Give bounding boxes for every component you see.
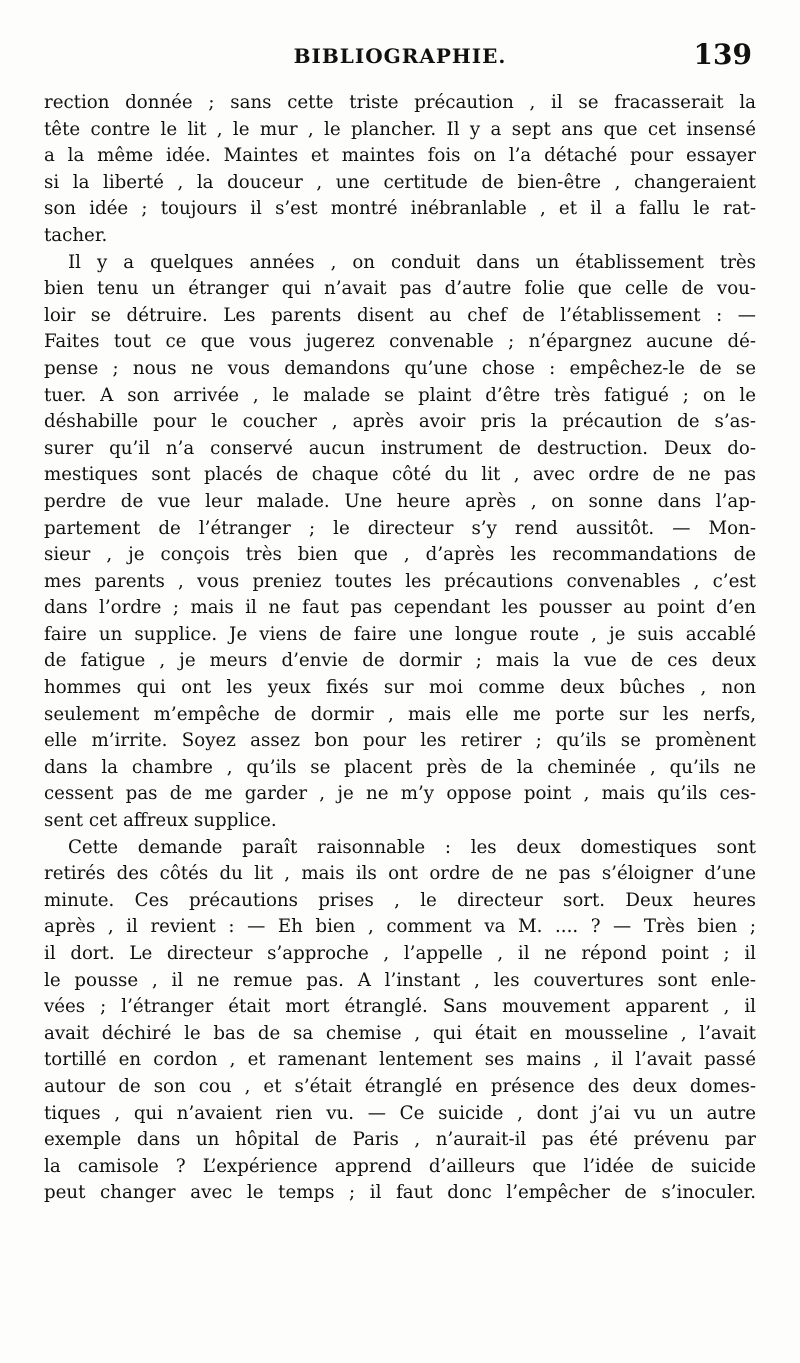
text-line: pense ; nous ne vous demandons qu’une chose : empêchez-le de se xyxy=(44,357,756,379)
text-line: avait déchiré le bas de sa chemise , qui était en mousseline , l’avait xyxy=(44,1022,756,1044)
text-line: bien tenu un étranger qui n’avait pas d’autre folie que celle de vou- xyxy=(44,278,756,300)
text-line: tacher. xyxy=(44,224,108,246)
paragraph xyxy=(44,90,756,250)
text-line: tortillé en cordon , et ramenant lentement ses mains , il l’avait passé xyxy=(44,1049,756,1071)
text-line: son idée ; toujours il s’est montré inébranlable , et il a fallu le rat- xyxy=(44,198,756,220)
text-line: de fatigue , je meurs d’envie de dormir ; mais la vue de ces deux xyxy=(44,650,756,672)
text-line: dans l’ordre ; mais il ne faut pas cependant les pousser au point d’en xyxy=(44,597,756,619)
text-line: sieur , je conçois très bien que , d’après les recommandations de xyxy=(44,544,756,566)
text-line: Cette demande paraît raisonnable : les deux domestiques sont xyxy=(68,836,756,858)
text-line: tête contre le lit , le mur , le plancher. Il y a sept ans que cet insensé xyxy=(44,118,756,140)
text-line: surer qu’il n’a conservé aucun instrument de destruction. Deux do- xyxy=(44,437,756,459)
text-line: après , il revient : — Eh bien , comment va M. .... ? — Très bien ; xyxy=(44,916,756,938)
page-number: 139 xyxy=(693,38,752,71)
text-line: Faites tout ce que vous jugerez convenable ; n’épargnez aucune dé- xyxy=(44,331,756,353)
text-line: retirés des côtés du lit , mais ils ont ordre de ne pas s’éloigner d’une xyxy=(44,863,756,885)
text-line: le pousse , il ne remue pas. A l’instant , les couvertures sont enle- xyxy=(44,969,756,991)
page-header xyxy=(44,38,756,78)
running-head: BIBLIOGRAPHIE. xyxy=(293,44,507,68)
text-line: hommes qui ont les yeux fixés sur moi comme deux bûches , non xyxy=(44,677,756,699)
text-line: partement de l’étranger ; le directeur s’y rend aussitôt. — Mon- xyxy=(44,517,756,539)
text-line: vées ; l’étranger était mort étranglé. Sans mouvement apparent , il xyxy=(44,996,756,1018)
body-text xyxy=(44,90,756,1207)
text-line: la camisole ? L’expérience apprend d’ailleurs que l’idée de suicide xyxy=(44,1155,756,1177)
text-line: a la même idée. Maintes et maintes fois on l’a détaché pour essayer xyxy=(44,145,756,167)
paragraph xyxy=(44,835,756,1207)
text-line: minute. Ces précautions prises , le directeur sort. Deux heures xyxy=(44,889,756,911)
text-line: faire un supplice. Je viens de faire une longue route , je suis accablé xyxy=(44,623,756,645)
text-line: sent cet affreux supplice. xyxy=(44,810,277,832)
paragraph xyxy=(44,250,756,835)
text-line: mestiques sont placés de chaque côté du lit , avec ordre de ne pas xyxy=(44,464,756,486)
text-line: cessent pas de me garder , je ne m’y oppose point , mais qu’ils ces- xyxy=(44,783,756,805)
text-line: rection donnée ; sans cette triste précaution , il se fracasserait la xyxy=(44,92,756,113)
text-line: Il y a quelques années , on conduit dans un établissement très xyxy=(68,251,756,273)
text-line: mes parents , vous preniez toutes les précautions convenables , c’est xyxy=(44,570,756,592)
text-line: peut changer avec le temps ; il faut donc l’empêcher de s’inoculer. xyxy=(44,1182,756,1204)
text-line: dans la chambre , qu’ils se placent près de la cheminée , qu’ils ne xyxy=(44,756,756,778)
text-line: tuer. A son arrivée , le malade se plaint d’être très fatigué ; on le xyxy=(44,384,756,406)
text-line: déshabille pour le coucher , après avoir pris la précaution de s’as- xyxy=(44,411,756,433)
text-line: loir se détruire. Les parents disent au chef de l’établissement : — xyxy=(44,304,756,326)
text-line: tiques , qui n’avaient rien vu. — Ce suicide , dont j’ai vu un autre xyxy=(44,1102,756,1124)
text-line: si la liberté , la douceur , une certitude de bien-être , changeraient xyxy=(44,171,756,193)
text-line: perdre de vue leur malade. Une heure après , on sonne dans l’ap- xyxy=(44,490,756,512)
text-line: elle m’irrite. Soyez assez bon pour les retirer ; qu’ils se promènent xyxy=(44,730,756,752)
text-line: il dort. Le directeur s’approche , l’appelle , il ne répond point ; il xyxy=(44,943,756,964)
text-line: seulement m’empêche de dormir , mais elle me porte sur les nerfs, xyxy=(44,703,756,725)
text-line: exemple dans un hôpital de Paris , n’aurait-il pas été prévenu par xyxy=(44,1129,756,1151)
text-line: autour de son cou , et s’était étranglé en présence des deux domes- xyxy=(44,1075,756,1097)
